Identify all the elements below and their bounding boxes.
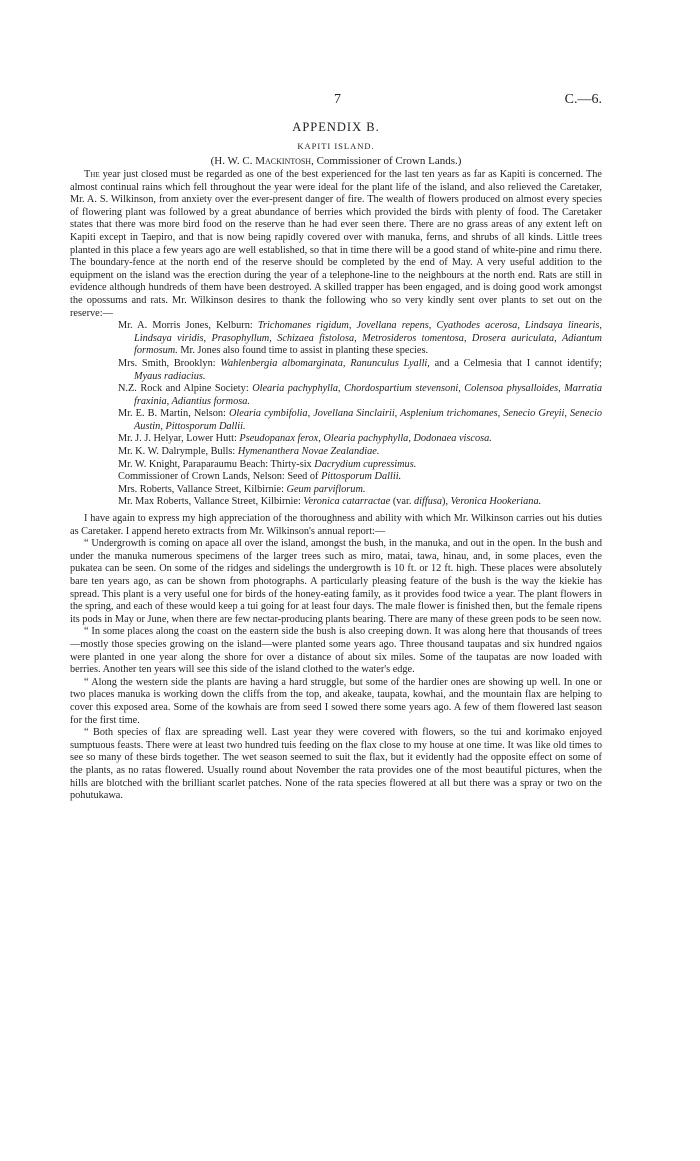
- donor-name: Mr. E. B. Martin, Nelson:: [118, 408, 229, 420]
- byline-open: (H. W. C.: [210, 155, 256, 167]
- donor-name: Mrs. Roberts, Vallance Street, Kilbirnie:: [118, 483, 287, 495]
- donor-name: Mr. Max Roberts, Vallance Street, Kilbirnie:: [118, 496, 304, 508]
- donor-name: N.Z. Rock and Alpine Society:: [118, 383, 253, 395]
- donor-item: [118, 496, 602, 509]
- donor-list: [118, 320, 602, 509]
- section-title: KAPITI ISLAND.: [297, 141, 375, 151]
- donor-name: Commissioner of Crown Lands, Nelson: Seed of: [118, 471, 322, 483]
- intro-lead-word: The: [84, 169, 100, 180]
- donor-note: Mr. Jones also found time to assist in planting these species.: [177, 345, 429, 357]
- donor-plants: Pittosporum Dallii.: [321, 471, 402, 483]
- donor-name: Mr. J. J. Helyar, Lower Hutt:: [118, 433, 240, 445]
- page-header: [70, 92, 602, 114]
- donor-item: [118, 433, 602, 446]
- donor-item: [118, 320, 602, 358]
- intro-paragraph: [70, 169, 602, 320]
- donor-plants-extra: Veronica Hookeriana.: [450, 496, 542, 508]
- donor-note-extra: ),: [442, 496, 451, 508]
- byline-rest: , Commissioner of Crown Lands.): [311, 155, 462, 167]
- donor-note: and a Celmesia that I cannot identify;: [429, 357, 602, 369]
- donor-plants: Olearia pachyphylla, Chordospartium stevensoni, Colensoa physalloides, Marratia fraxinia, Adiantius formosa.: [134, 383, 602, 407]
- document-page: [70, 92, 602, 803]
- donor-plants: Trichomanes rigidum, Jovellana repens, Cyathodes acerosa, Lindsaya linearis, Lindsaya viridis, Prasophyllum, Schizaea fistolosa, Metrosideros tomentosa, Drosera auriculata, Adiantum formosum.: [134, 320, 602, 357]
- body-paragraph: “ In some places along the coast on the eastern side the bush is also creeping down. It was along here that thousands of trees—mostly those species growing on the island—were planted some years ago. Three thousand taupatas and six hundred ngaios were planted in one year along the shore for over a distance of about six miles. Some of the taupatas are now loaded with berries. Another ten years will see this side of the island clothed to the water's edge.: [70, 626, 602, 676]
- donor-plants: Geum parviflorum.: [286, 483, 366, 495]
- appendix-title: APPENDIX B.: [292, 120, 380, 134]
- donor-item: [118, 484, 602, 497]
- donor-item: [118, 471, 602, 484]
- byline: [70, 155, 602, 167]
- body-paragraph: “ Both species of flax are spreading well. Last year they were covered with flowers, so the tui and korimako enjoyed sumptuous feasts. There were at least two hundred tuis feeding on the flax close to my house at one time. It was like old times to see so many of these birds together. The wet season seemed to suit the flax, but it evidently had the opposite effect on some of the plants, as no ratas flowered. Usually round about November the rata provides one of the most beautiful pictures, when the hills are blotched with the brilliant scarlet patches. None of the rata species flowered at all but there was a spray or two on the pohutukawa.: [70, 727, 602, 802]
- donor-plants-extra: Myaus radiacius.: [134, 370, 206, 382]
- donor-name: Mr. A. Morris Jones, Kelburn:: [118, 320, 258, 332]
- donor-item: [118, 408, 602, 433]
- donor-plants: Dacrydium cupressimus.: [314, 458, 417, 470]
- byline-name: Mackintosh: [255, 155, 312, 167]
- donor-item: [118, 446, 602, 459]
- body-paragraph: “ Undergrowth is coming on apace all over the island, amongst the bush, in the manuka, and out in the open. In the bush and under the manuka numerous specimens of the larger trees such as miro, matai, tawa, hinau, and, in some places, even the pukatea can be seen. On some of the ridges and sidelings the undergrowth is 10 ft. or 12 ft. high. These places were absolutely bare ten years ago, as can be shown from photographs. A particularly pleasing feature of the bush is the way the kiekie has spread. This plant is a very useful one for birds of the honey-eating family, as it provides food twice a year. The plant flowers in the spring, and each of these would keep a tui going for at least four days. The male flower is finished then, but the female ripens its pods in May or June, when there are few nectar-producing plants bearing. There are many of these green pods to be seen now.: [70, 538, 602, 625]
- donor-item: [118, 383, 602, 408]
- donor-name: Mr. K. W. Dalrymple, Bulls:: [118, 446, 238, 458]
- donor-note: (var.: [390, 496, 414, 508]
- donor-plants-extra: diffusa: [413, 496, 443, 508]
- donor-plants: Pseudopanax ferox, Olearia pachyphylla, Dodonaea viscosa.: [239, 433, 492, 445]
- donor-name: Mrs. Smith, Brooklyn:: [118, 357, 221, 369]
- page-number: 7: [334, 92, 341, 107]
- body-paragraph: “ Along the western side the plants are having a hard struggle, but some of the hardier ones are showing up well. In one or two places manuka is working down the cliffs from the top, and akeake, taupata, kowhai, and the mountain flax are helping to cover this exposed area. Some of the kowhais are from seed I sowed there some years ago. A few of them flowered last season for the first time.: [70, 676, 602, 726]
- donor-item: [118, 459, 602, 472]
- document-reference: C.—6.: [564, 92, 602, 107]
- donor-item: [118, 358, 602, 383]
- donor-plants: Wahlenbergia albomarginata, Ranunculus Lyalli,: [220, 357, 430, 369]
- intro-text: year just closed must be regarded as one of the best experienced for the last ten years as far as Kapiti is concerned. The almost continual rains which fell throughout the year were ideal for the plant life of the island, and also relieved the Caretaker, Mr. A. S. Wilkinson, from anxiety over the ever-present danger of fire. The wealth of flowers produced on almost every species of flowering plant was followed by a great abundance of berries which provided the birds with plenty of food. The Caretaker states that there was more bird food on the reserve than he had ever seen there. There are no grass areas of any extent left on Kapiti except in Taepiro, and that is now being rapidly covered over with manuka, ferns, and shrubs of all kinds. Little trees planted in this place a few years ago are well established, so that in time there will be a good stand of white-pine and rimu there. The boundary-fence at the north end of the reserve should be completed by the end of May. A very useful addition to the equipment on the island was the erection during the year of a telephone-line to the neighbours at the north end. Rats are still in evidence although hundreds of them have been destroyed. A skilled trapper has been engaged, and is doing good work amongst the opossums and rats. Mr. Wilkinson desires to thank the following who so very kindly sent over plants to set out on the reserve:—: [70, 169, 602, 319]
- donor-plants: Olearia cymbifolia, Jovellana Sinclairii, Asplenium trichomanes, Senecio Greyii, Senecio Austin, Pittosporum Dallii.: [134, 408, 602, 432]
- body-paragraph: I have again to express my high appreciation of the thoroughness and ability with which Mr. Wilkinson carries out his duties as Caretaker. I append hereto extracts from Mr. Wilkinson's annual report:—: [70, 513, 602, 537]
- donor-plants: Hymenanthera Novae Zealandiae.: [237, 446, 380, 458]
- donor-name: Mr. W. Knight, Paraparaumu Beach: Thirty-six: [118, 458, 315, 470]
- donor-plants: Veronica catarractae: [303, 496, 391, 508]
